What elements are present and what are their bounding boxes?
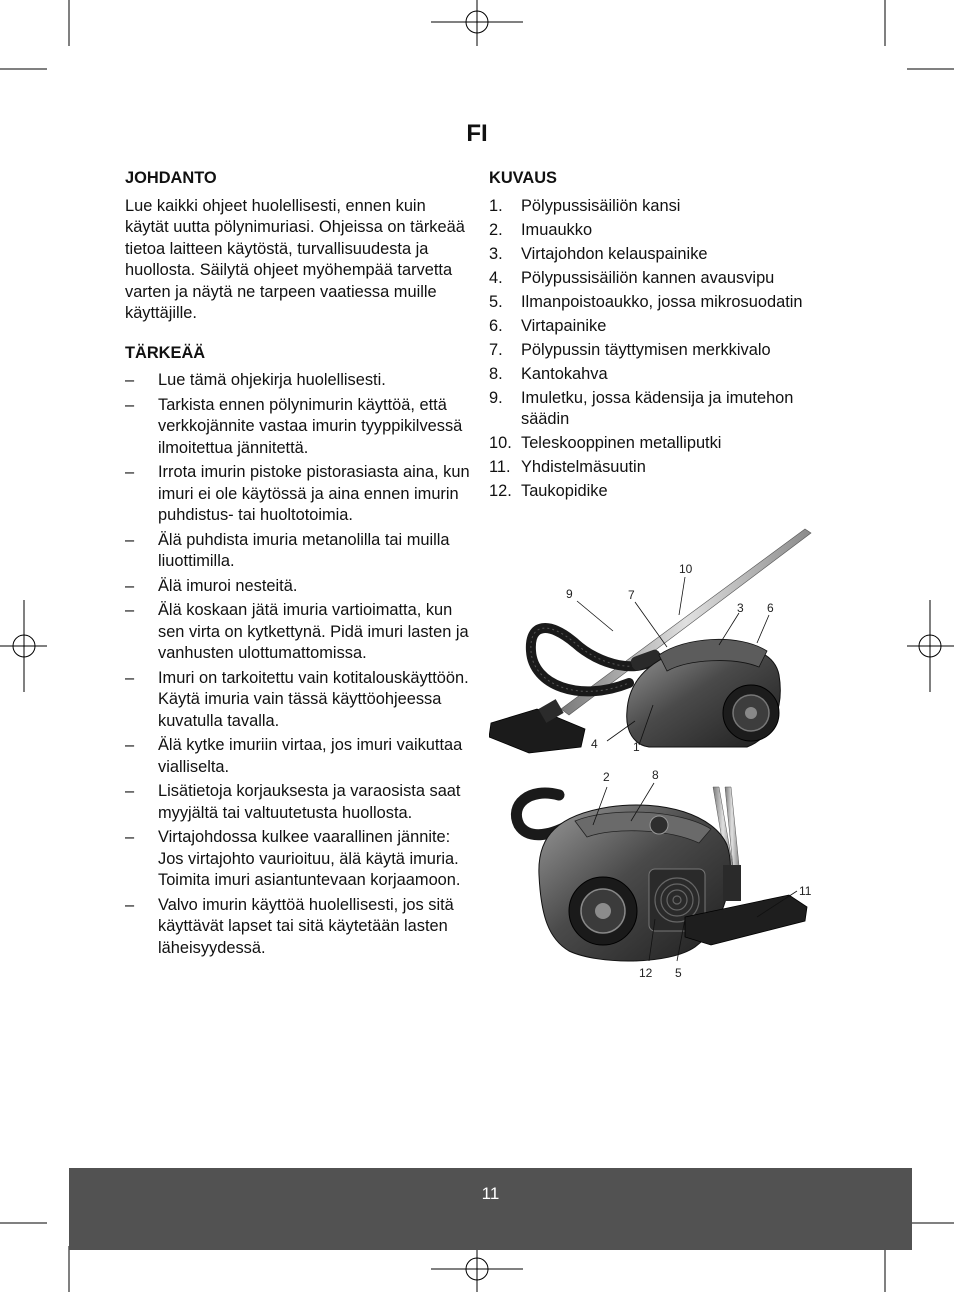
callout-3: 3	[737, 601, 744, 615]
callout-7: 7	[628, 588, 635, 602]
description-heading: KUVAUS	[489, 169, 557, 187]
callout-4: 4	[591, 737, 598, 751]
list-item: – Älä koskaan jätä imuria vartioimatta, kun sen virta on kytkettynä. Pidä imuri lasten ja vanhusten ulottumattomissa.	[125, 601, 469, 662]
language-heading: FI	[466, 120, 488, 147]
dash-bullet: –	[125, 395, 135, 414]
list-item: 1. Pölypussisäiliön kansi	[489, 196, 681, 215]
dash-bullet: –	[125, 736, 135, 754]
callout-12: 12	[639, 966, 653, 980]
list-item: 3. Virtajohdon kelauspainike	[489, 244, 708, 263]
dash-bullet: –	[125, 371, 135, 389]
list-item: 4. Pölypussisäiliön kannen avausvipu	[489, 268, 775, 287]
important-heading: TÄRKEÄÄ	[125, 343, 206, 362]
right-column	[489, 168, 834, 505]
callout-6: 6	[767, 601, 774, 615]
dash-bullet: –	[125, 530, 135, 549]
page-footer	[69, 1168, 912, 1250]
list-item: 12. Taukopidike	[489, 482, 608, 500]
dash-bullet: –	[125, 601, 135, 619]
list-item: 11. Yhdistelmäsuutin	[489, 458, 646, 476]
vacuum-cleaner-illustration	[489, 525, 820, 991]
callout-11: 11	[799, 884, 812, 898]
list-item: – Lisätietoja korjauksesta ja varaosista saat myyjältä tai valtuutetusta huollosta.	[125, 782, 461, 822]
list-item: – Älä imuroi nesteitä.	[125, 576, 470, 598]
callout-1: 1	[633, 740, 640, 754]
list-item: – Imuri on tarkoitettu vain kotitalouskäyttöön. Käytä imuria vain tässä käyttöohjeessa kuvatulla tavalla.	[125, 668, 469, 730]
dash-bullet: –	[125, 895, 135, 914]
callout-5: 5	[675, 966, 682, 980]
callout-8: 8	[652, 768, 659, 782]
dash-bullet: –	[125, 668, 135, 687]
parts-list	[489, 196, 834, 503]
callout-9: 9	[566, 587, 573, 601]
callout-10: 10	[679, 562, 693, 576]
dash-bullet: –	[125, 782, 135, 800]
list-item: – Lue tämä ohjekirja huolellisesti.	[125, 370, 470, 392]
important-list	[125, 370, 470, 959]
left-column	[125, 168, 470, 962]
intro-heading: JOHDANTO	[125, 169, 217, 187]
list-item: – Irrota imurin pistoke pistorasiasta aina, kun imuri ei ole käytössä ja aina ennen imurin puhdistus- tai huoltotoimia.	[125, 463, 470, 524]
vacuum-rear-view	[516, 768, 811, 980]
intro-text: Lue kaikki ohjeet huolellisesti, ennen kuin käytät uutta pölynimuriasi. Ohjeissa on tärkeää tietoa laitteen käytöstä, turvallisuudesta ja huollosta. Säilytä ohjeet myöhempää tarvetta varten ja näytä ne tarpeen vaatiessa muille käyttäjille.	[125, 196, 465, 322]
list-item: – Tarkista ennen pölynimurin käyttöä, että verkkojännite vastaa imurin tyyppikilvessä ilmoitettua jännitettä.	[125, 395, 463, 457]
list-item: – Valvo imurin käyttöä huolellisesti, jos sitä käyttävät lapset tai sitä käytetään lasten läheisyydessä.	[125, 895, 454, 957]
callout-2: 2	[603, 770, 610, 784]
dash-bullet: –	[125, 828, 135, 846]
list-item: 9. Imuletku, jossa kädensija ja imutehon säädin	[489, 388, 794, 428]
page-number: 11	[481, 1184, 500, 1203]
list-item: 2. Imuaukko	[489, 220, 593, 239]
list-item: 5. Ilmanpoistoaukko, jossa mikrosuodatin	[489, 292, 803, 311]
list-item: – Virtajohdossa kulkee vaarallinen jännite: Jos virtajohto vaurioituu, älä käytä imuria. Toimita imuri asiantuntevaan korjaamoon.	[125, 828, 461, 889]
list-item: 10. Teleskooppinen metalliputki	[489, 434, 722, 452]
list-item: 7. Pölypussin täyttymisen merkkivalo	[489, 340, 771, 359]
dash-bullet: –	[125, 463, 135, 481]
list-item: 8. Kantokahva	[489, 364, 608, 383]
list-item: – Älä puhdista imuria metanolilla tai muilla liuottimilla.	[125, 530, 450, 570]
list-item: – Älä kytke imuriin virtaa, jos imuri vaikuttaa vialliselta.	[125, 736, 463, 776]
dash-bullet: –	[125, 576, 135, 595]
vacuum-front-view	[489, 529, 811, 754]
list-item: 6. Virtapainike	[489, 316, 607, 335]
